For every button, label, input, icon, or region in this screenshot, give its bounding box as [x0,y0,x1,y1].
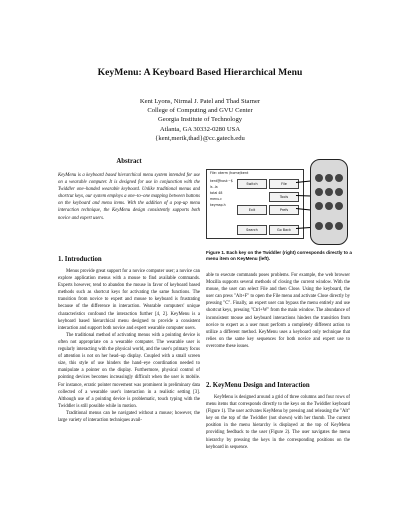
screen-row: keymap.h [210,203,226,207]
screen-title: File: xterm /home/kent [210,171,249,175]
abstract-heading: Abstract [116,158,142,165]
intro-paragraph-3: Traditional menus can be navigated without a mouse; however, the large variety of interaction techniques avail- [58,410,200,423]
screen-row: kent@host:~$ [210,179,233,183]
twiddler-key [325,188,333,196]
twiddler-key [325,174,333,182]
twiddler-key [325,202,333,210]
twiddler-key [335,174,343,182]
twiddler-key [335,188,343,196]
screen-row: ls -la [210,185,218,189]
affiliation-line-2: Georgia Institute of Technology [157,116,243,124]
screen-row: total 48 [210,191,223,195]
paper-title: KeyMenu: A Keyboard Based Hierarchical Menu [97,67,303,78]
twiddler-key [335,202,343,210]
email-line: {kent,merik,thad}@cc.gatech.edu [155,134,245,142]
menu-item-exit: Exit [237,205,267,215]
screen-row: menu.c [210,197,222,201]
address-line: Atlanta, GA 30332-0280 USA [159,125,241,133]
twiddler-key [315,222,323,230]
twiddler-key [325,222,333,230]
menu-item-search: Search [237,225,267,235]
author-names: Kent Lyons, Nirmal J. Patel and Thad Starner [139,98,261,105]
right-column-continuation [206,272,350,350]
menu-item-prefs: Prefs [269,205,299,215]
menu-item-file: File [269,179,299,189]
section-2-body [206,394,350,451]
twiddler-key [315,202,323,210]
figure-1 [206,159,350,245]
section-2-paragraph: KeyMenu is designed around a grid of three columns and four rows of menu items that corresponds directly to the keys on the Twiddler keyboard (Figure 1). The user activates KeyMenu by pressing and releasing the "Alt" key on the top of the Twiddler (not shown) with her thumb. The current position in the menu hierarchy is displayed at the top of KeyMenu providing feedback to the user (Figure 2). The user navigates the menu hierarchy by pressing the keys in the corresponding positions on the keyboard in sequence. [206,395,350,450]
menu-item-tools: Tools [269,192,299,202]
section-1-heading: 1. Introduction [58,256,102,263]
continuation-paragraph: able to execute commands poses problems. For example, the web browser Mozilla supports several methods of closing the current window. With the mouse, the user can select File and then Close. Using the keyboard, the user can press "Alt+F" to open the File menu and activate Close directly by pressing "C". Finally, an expert user can bypass the menu entirely and use shortcut keys, pressing "Ctrl+W" from the main window. The abundance of inconsistent mouse and keyboard interactions hinders the transition from novice to expert as a user must perform a completely different action to utilize a different method. KeyMenu uses a keyboard only technique that relies on the same key sequences for both novice and expert use to overcome these issues. [206,273,350,349]
intro-paragraph-1: Menus provide great support for a novice computer user; a novice can explore application menus with a mouse to find available commands. Experts however, tend to abandon the mouse in favor of keyboard based methods such as shortcut keys for activating the same functions. The transition from novice to expert and mouse to keyboard is frustrating because of the difference in interaction. Wearable computers' unique characteristics confound the interaction further [4, 2]. KeyMenu is a keyboard based hierarchical menu designed to provide a consistent interaction and support both novice and expert wearable computer users. [58,269,200,331]
keymenu-screen [206,169,304,239]
twiddler-key [315,188,323,196]
abstract-text: KeyMenu is a keyboard based hierarchical menu system intended for use on a wearable computer. It is designed for use in conjunction with the Twiddler one–handed wearable keyboard. Unlike traditional menus and shortcut keys, our system employs a one–to–one mapping between buttons on the keyboard and menu items. With the addition of a pop-up menu interaction technique, the KeyMenu design consistently supports both novice and expert users. [58,173,200,221]
section-2-heading: 2. KeyMenu Design and Interaction [206,382,310,389]
intro-paragraph-2: The traditional method of activating menus with a pointing device is often not appropriate on a wearable computer. The wearable user is regularly interacting with the physical world, and the user's primary focus of attention is not on her head–up display. Coupled with a small screen size, this style of use hinders the hand–eye coordination needed to manipulate a pointer on the display. Furthermore, physical control of pointing devices becomes increasingly difficult when the user is mobile. For instance, erratic pointer movement was prominent in preliminary data collected of a wearable user's interaction in a realistic setting [3]. Although use of a pointing device is problematic, touch typing with the Twiddler is still possible while in motion. [58,332,200,409]
author-block [0,97,400,143]
introduction-body [58,268,200,424]
figure-1-caption: Figure 1. Each key on the Twiddler (right) corresponds directly to a menu item on KeyMenu (left). [206,250,352,262]
affiliation-line-1: College of Computing and GVU Center [147,107,253,115]
menu-item-go-back: Go Back [269,225,299,235]
menu-item-switch: Switch [237,179,267,189]
twiddler-key [335,222,343,230]
twiddler-key [315,174,323,182]
twiddler-keyboard-image [310,159,348,245]
